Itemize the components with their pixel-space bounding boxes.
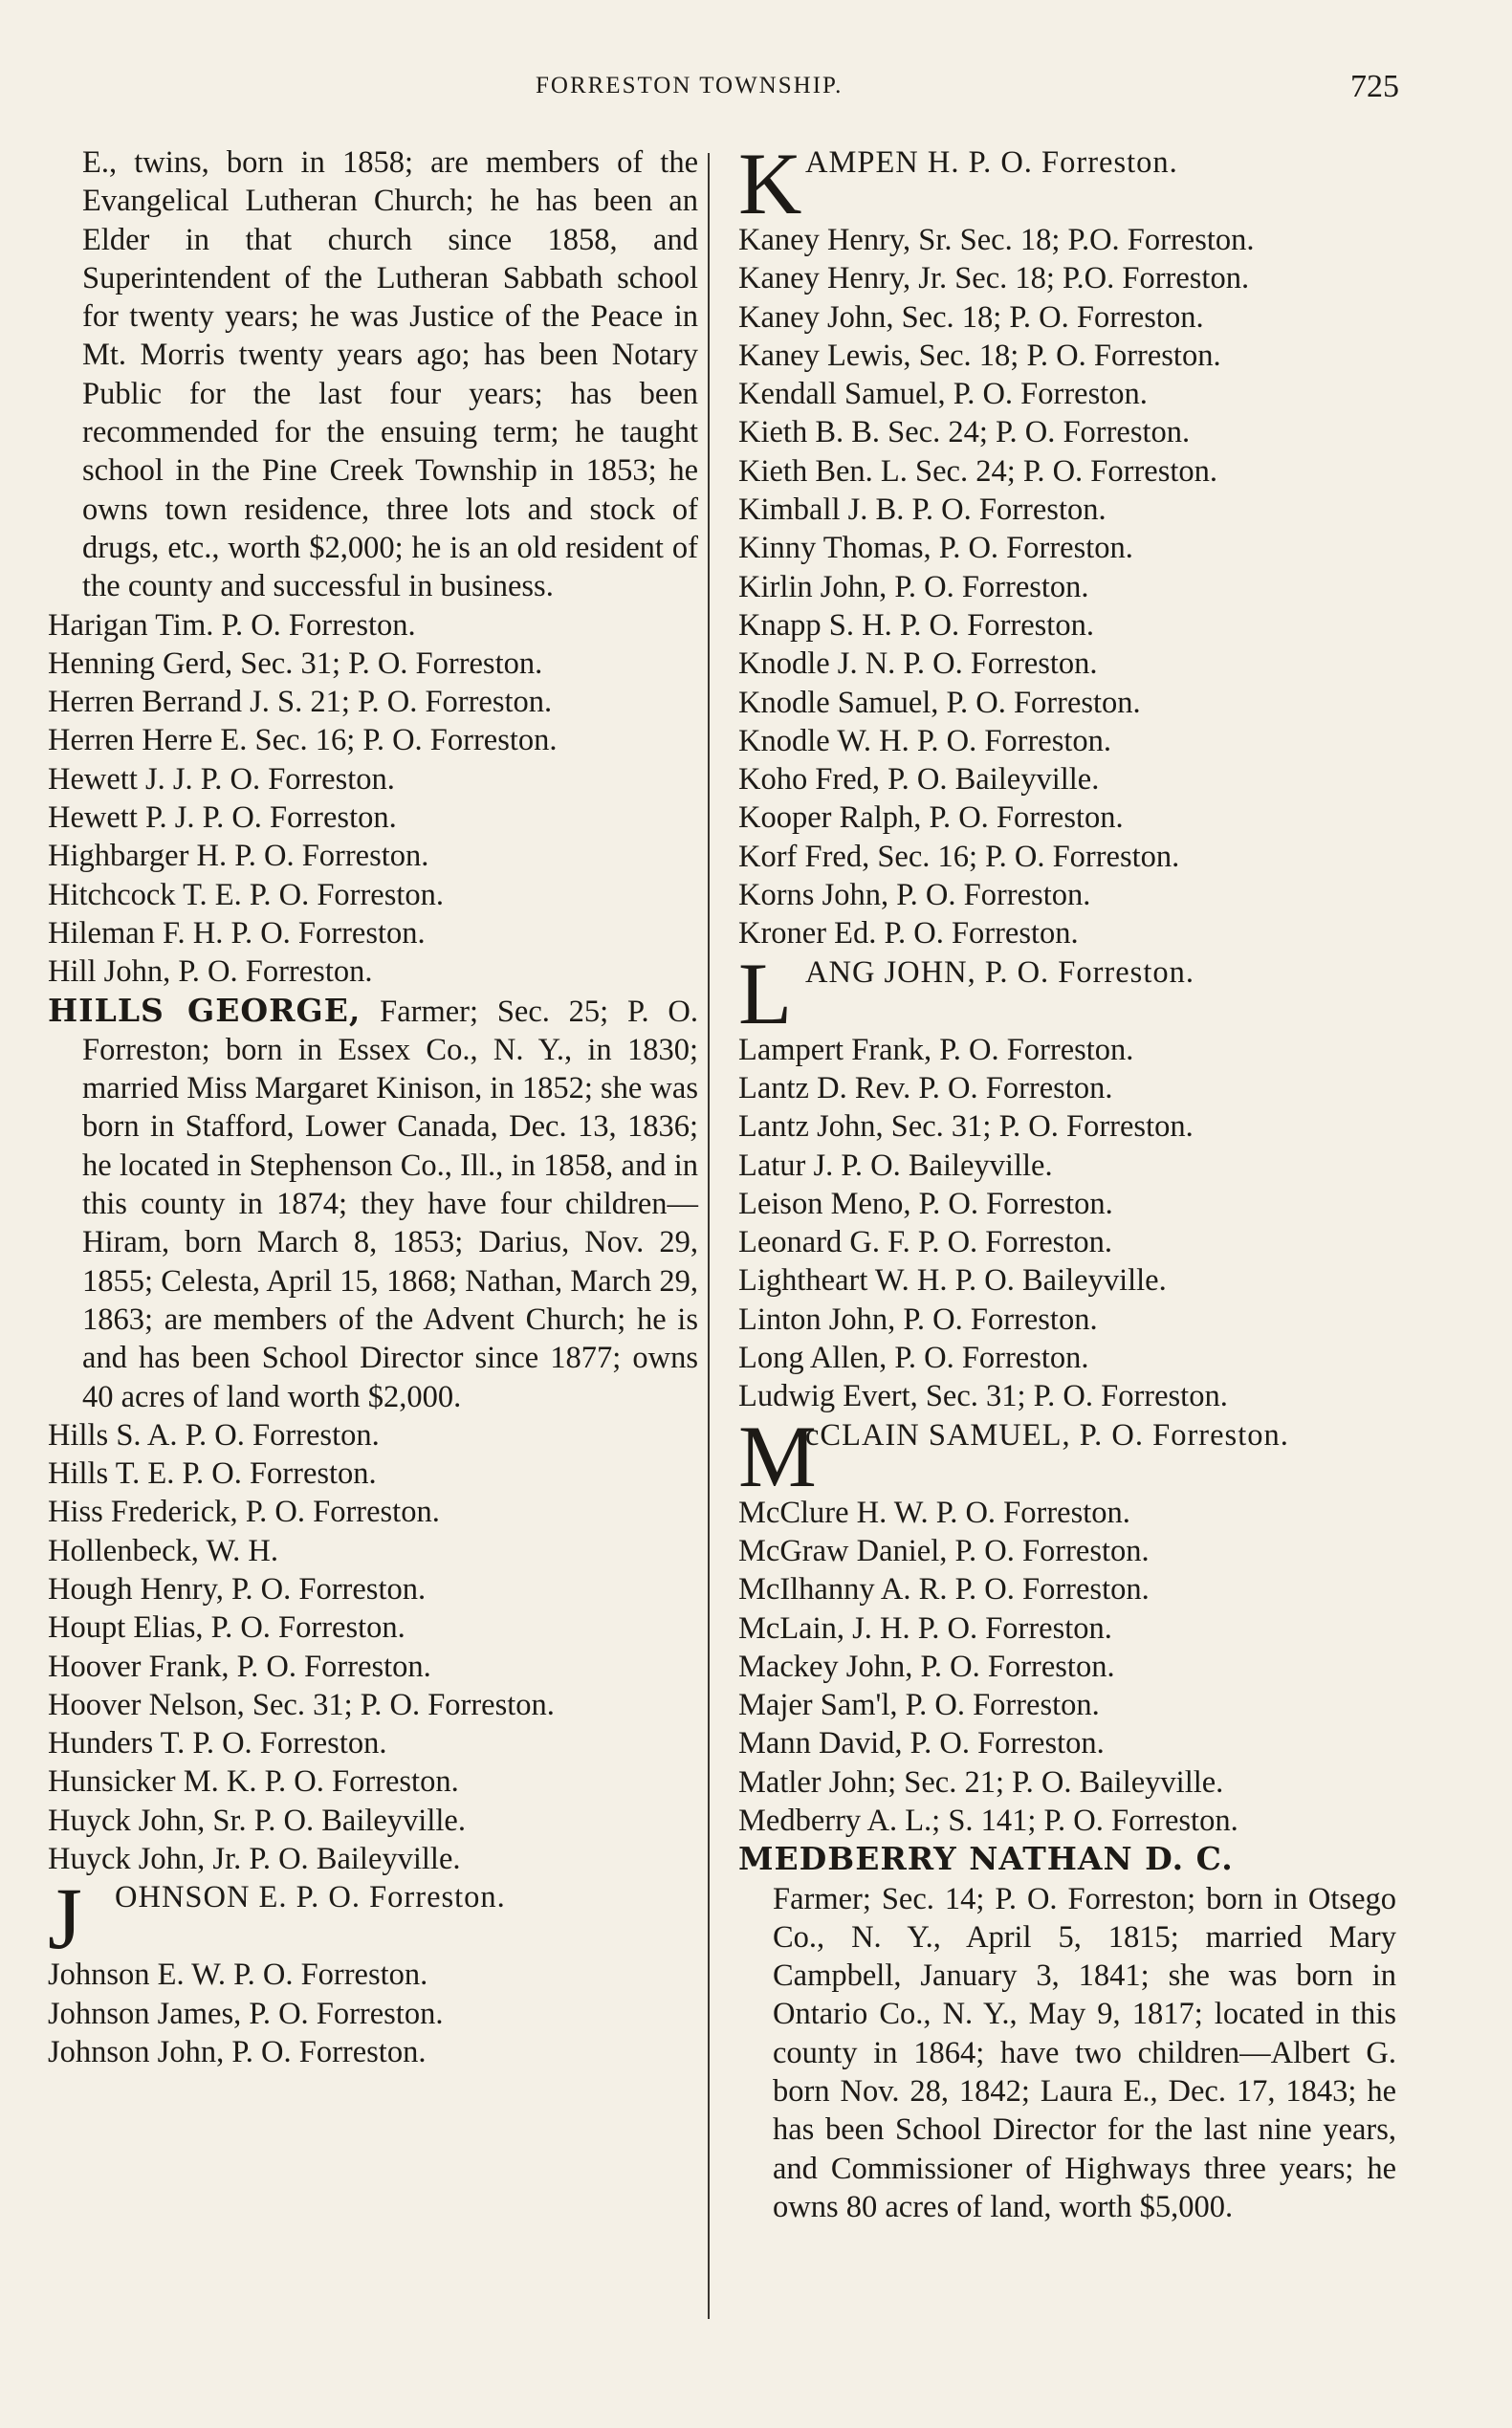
directory-list-m bbox=[738, 1494, 1396, 1841]
directory-entry: Johnson E. W. P. O. Forreston. bbox=[48, 1958, 428, 1993]
directory-entry: Matler John; Sec. 21; P. O. Baileyville. bbox=[738, 1764, 1224, 1800]
directory-entry: Hunders T. P. O. Forreston. bbox=[48, 1726, 387, 1761]
directory-entry: Kaney Lewis, Sec. 18; P. O. Forreston. bbox=[738, 338, 1221, 373]
page-number: 725 bbox=[1350, 69, 1399, 104]
directory-entry: Hoover Frank, P. O. Forreston. bbox=[48, 1649, 431, 1684]
continued-biography: E., twins, born in 1858; are members of the Evangelical Lutheran Church; he has been an Elder in that church since 1858, and Superintendent of the Lutheran Sabbath school for twenty years; he was Justice of the Peace in Mt. Morris twenty years ago; has been Notary Public for the last four years; has been recommended for the ensuing term; he taught school in the Pine Creek Township in 1853; he owns town residence, three lots and stock of drugs, etc., worth $2,000; he is an old resident of the county and successful in business. bbox=[82, 145, 698, 604]
directory-entry: Lantz D. Rev. P. O. Forreston. bbox=[738, 1070, 1113, 1105]
directory-entry: Harigan Tim. P. O. Forreston. bbox=[48, 607, 416, 643]
directory-entry: Kooper Ralph, P. O. Forreston. bbox=[738, 800, 1124, 836]
directory-entry: Lampert Frank, P. O. Forreston. bbox=[738, 1032, 1134, 1067]
drop-cap-l: L bbox=[738, 944, 793, 1042]
section-j-first-entry: OHNSON E. P. O. Forreston. bbox=[115, 1880, 506, 1915]
directory-entry: McGraw Daniel, P. O. Forreston. bbox=[738, 1533, 1150, 1568]
directory-entry: Hoover Nelson, Sec. 31; P. O. Forreston. bbox=[48, 1687, 555, 1722]
directory-entry: McClure H. W. P. O. Forreston. bbox=[738, 1495, 1130, 1530]
directory-entry: McIlhanny A. R. P. O. Forreston. bbox=[738, 1572, 1150, 1608]
column-divider bbox=[708, 153, 710, 2319]
directory-entry: Linton John, P. O. Forreston. bbox=[738, 1301, 1098, 1337]
directory-list-j bbox=[48, 1956, 698, 2071]
directory-entry: Knapp S. H. P. O. Forreston. bbox=[738, 607, 1094, 643]
directory-entry: Knodle J. N. P. O. Forreston. bbox=[738, 646, 1098, 682]
directory-entry: Kendall Samuel, P. O. Forreston. bbox=[738, 377, 1148, 412]
directory-list-h bbox=[48, 606, 698, 992]
directory-entry: Hills S. A. P. O. Forreston. bbox=[48, 1417, 380, 1453]
directory-entry: Hileman F. H. P. O. Forreston. bbox=[48, 915, 426, 951]
directory-entry: Johnson James, P. O. Forreston. bbox=[48, 1996, 444, 2031]
directory-entry: Ludwig Evert, Sec. 31; P. O. Forreston. bbox=[738, 1379, 1228, 1414]
section-l-heading bbox=[738, 944, 1396, 1042]
directory-entry: Knodle Samuel, P. O. Forreston. bbox=[738, 685, 1141, 720]
directory-entry: Hollenbeck, W. H. bbox=[48, 1533, 279, 1568]
section-k-first-entry: AMPEN H. P. O. Forreston. bbox=[805, 145, 1178, 180]
section-l-first-entry: ANG JOHN, P. O. Forreston. bbox=[805, 954, 1194, 990]
biography-hills-george bbox=[48, 992, 698, 1416]
section-k-heading bbox=[738, 135, 1396, 232]
page-header bbox=[0, 69, 1512, 107]
right-column bbox=[738, 135, 1396, 2226]
directory-entry: Henning Gerd, Sec. 31; P. O. Forreston. bbox=[48, 645, 543, 681]
directory-entry: Kinny Thomas, P. O. Forreston. bbox=[738, 531, 1133, 566]
biography-name: MEDBERRY NATHAN D. C. bbox=[738, 1840, 1234, 1878]
drop-cap-j: J bbox=[48, 1870, 82, 1968]
directory-list-k bbox=[738, 221, 1396, 953]
directory-entry: Highbarger H. P. O. Forreston. bbox=[48, 839, 429, 874]
directory-entry: Hill John, P. O. Forreston. bbox=[48, 954, 373, 990]
directory-entry: Kaney John, Sec. 18; P. O. Forreston. bbox=[738, 299, 1204, 335]
directory-entry: Kaney Henry, Sr. Sec. 18; P.O. Forreston. bbox=[738, 223, 1255, 257]
directory-entry: Mann David, P. O. Forreston. bbox=[738, 1726, 1105, 1761]
directory-entry: Hills T. E. P. O. Forreston. bbox=[48, 1456, 377, 1492]
directory-entry: Korf Fred, Sec. 16; P. O. Forreston. bbox=[738, 839, 1180, 874]
section-m-first-entry: cCLAIN SAMUEL, P. O. Forreston. bbox=[805, 1417, 1289, 1453]
directory-entry: Hewett P. J. P. O. Forreston. bbox=[48, 800, 397, 836]
drop-cap-k: K bbox=[738, 135, 802, 232]
directory-entry: Kieth B. B. Sec. 24; P. O. Forreston. bbox=[738, 415, 1191, 450]
biography-name: HILLS GEORGE, bbox=[48, 991, 362, 1029]
directory-entry: Leonard G. F. P. O. Forreston. bbox=[738, 1225, 1112, 1260]
biography-text: Farmer; Sec. 14; P. O. Forreston; born in Otsego Co., N. Y., April 5, 1815; married Mary Campbell, January 3, 1841; she was born in Ontario Co., N. Y., May 9, 1817; located in this county in 1864; have two children—Albert G. born Nov. 28, 1842; Laura E., Dec. 17, 1843; he has been School Director for the last nine years, and Commissioner of Highways three years; he owns 80 acres of land, worth $5,000. bbox=[773, 1881, 1396, 2224]
directory-entry: Kaney Henry, Jr. Sec. 18; P.O. Forreston. bbox=[738, 261, 1250, 296]
biography-medberry bbox=[738, 1840, 1396, 1879]
directory-entry: Hunsicker M. K. P. O. Forreston. bbox=[48, 1764, 459, 1800]
drop-cap-m: M bbox=[738, 1407, 817, 1505]
directory-entry: Lightheart W. H. P. O. Baileyville. bbox=[738, 1263, 1167, 1299]
running-title: FORRESTON TOWNSHIP. bbox=[536, 73, 844, 98]
directory-entry: Johnson John, P. O. Forreston. bbox=[48, 2034, 427, 2069]
directory-list-l bbox=[738, 1031, 1396, 1416]
directory-entry: Kirlin John, P. O. Forreston. bbox=[738, 569, 1089, 604]
directory-entry: Hiss Frederick, P. O. Forreston. bbox=[48, 1495, 440, 1530]
directory-entry: Lantz John, Sec. 31; P. O. Forreston. bbox=[738, 1109, 1194, 1145]
directory-entry: Hitchcock T. E. P. O. Forreston. bbox=[48, 877, 445, 912]
biography-text: Farmer; Sec. 25; P. O. Forreston; born in Essex Co., N. Y., in 1830; married Miss Margaret Kinison, in 1852; she was born in Stafford, Lower Canada, Dec. 13, 1836; he located in Stephenson Co., Ill., in 1858, and in this county in 1874; they have four children—Hiram, born March 8, 1853; Darius, Nov. 29, 1855; Celesta, April 15, 1868; Nathan, March 29, 1863; are members of the Advent Church; he is and has been School Director since 1877; owns 40 acres of land worth $2,000. bbox=[82, 994, 699, 1414]
directory-entry: Leison Meno, P. O. Forreston. bbox=[738, 1186, 1113, 1221]
directory-entry: Knodle W. H. P. O. Forreston. bbox=[738, 723, 1112, 758]
directory-entry: Long Allen, P. O. Forreston. bbox=[738, 1341, 1089, 1376]
directory-entry: Hough Henry, P. O. Forreston. bbox=[48, 1571, 427, 1607]
directory-entry: Medberry A. L.; S. 141; P. O. Forreston. bbox=[738, 1803, 1238, 1838]
directory-entry: Huyck John, Sr. P. O. Baileyville. bbox=[48, 1803, 466, 1838]
directory-list-h2 bbox=[48, 1416, 698, 1879]
section-m-heading bbox=[738, 1407, 1396, 1505]
directory-entry: McLain, J. H. P. O. Forreston. bbox=[738, 1610, 1112, 1646]
directory-entry: Huyck John, Jr. P. O. Baileyville. bbox=[48, 1842, 461, 1877]
directory-entry: Houpt Elias, P. O. Forreston. bbox=[48, 1610, 405, 1646]
directory-entry: Herren Herre E. Sec. 16; P. O. Forreston. bbox=[48, 723, 558, 758]
directory-entry: Mackey John, P. O. Forreston. bbox=[738, 1649, 1115, 1684]
directory-entry: Herren Berrand J. S. 21; P. O. Forreston. bbox=[48, 685, 553, 720]
directory-entry: Hewett J. J. P. O. Forreston. bbox=[48, 761, 395, 797]
directory-entry: Kroner Ed. P. O. Forreston. bbox=[738, 916, 1079, 952]
section-j-heading bbox=[48, 1870, 698, 1968]
directory-entry: Korns John, P. O. Forreston. bbox=[738, 878, 1091, 913]
left-column bbox=[48, 143, 698, 2071]
directory-entry: Kimball J. B. P. O. Forreston. bbox=[738, 492, 1107, 528]
directory-entry: Latur J. P. O. Baileyville. bbox=[738, 1148, 1053, 1183]
directory-entry: Majer Sam'l, P. O. Forreston. bbox=[738, 1688, 1100, 1723]
directory-entry: Kieth Ben. L. Sec. 24; P. O. Forreston. bbox=[738, 453, 1218, 489]
directory-entry: Koho Fred, P. O. Baileyville. bbox=[738, 762, 1100, 798]
